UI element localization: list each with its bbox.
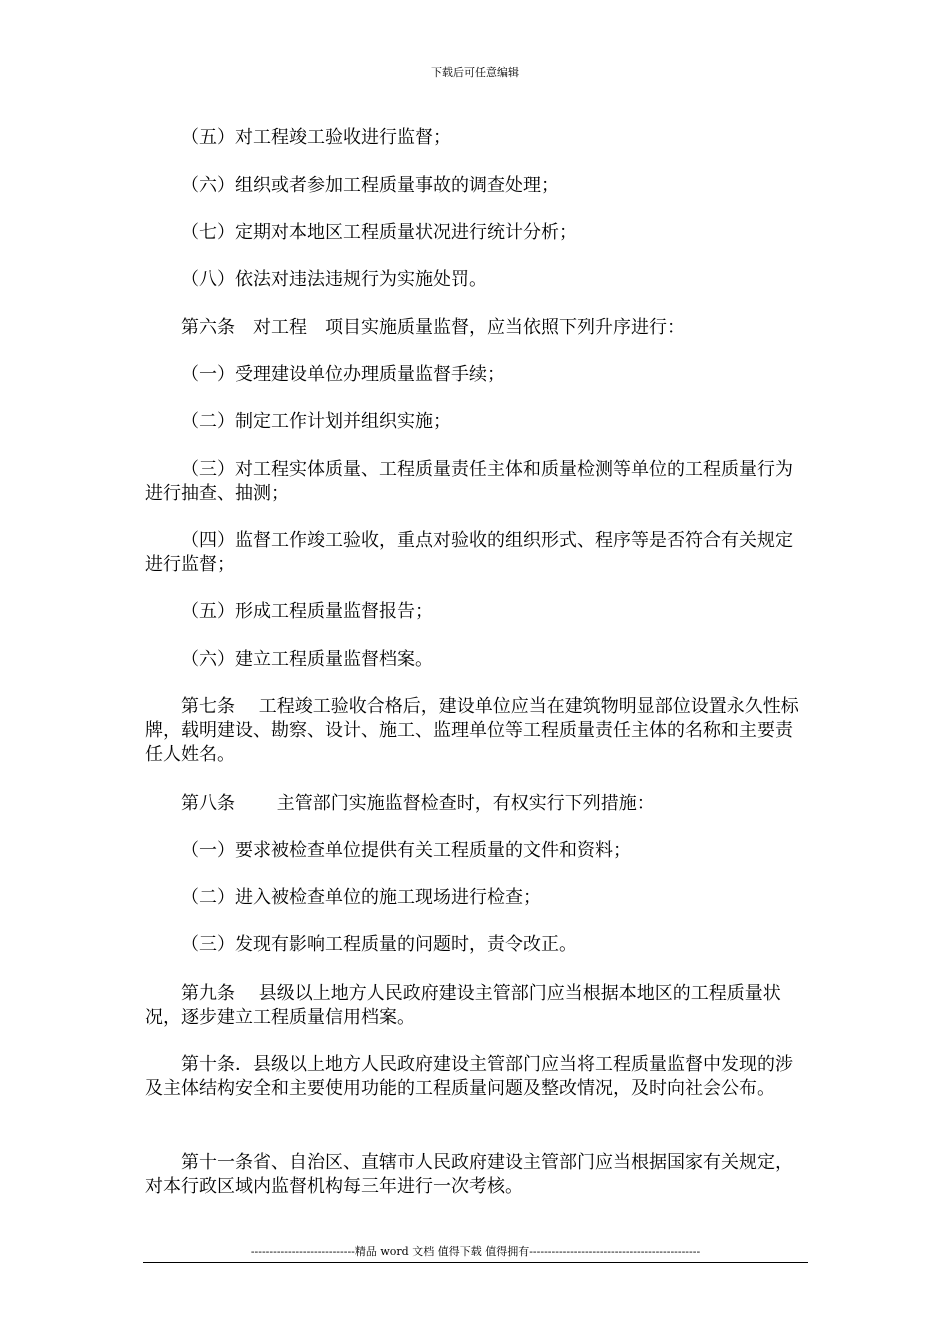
paragraph: （三）发现有影响工程质量的问题时，责令改正。 (181, 934, 577, 955)
article-8-paragraph: 第八条 主管部门实施监督检查时，有权实行下列措施： (181, 793, 655, 814)
paragraph: （五）形成工程质量监督报告； (181, 601, 433, 622)
paragraph: （一）受理建设单位办理质量监督手续； (181, 364, 505, 385)
paragraph: （六）建立工程质量监督档案。 (181, 649, 433, 670)
paragraph: （七）定期对本地区工程质量状况进行统计分析； (181, 222, 577, 243)
header-note: 下载后可任意编辑 (431, 66, 519, 79)
paragraph: （一）要求被检查单位提供有关工程质量的文件和资料； (181, 840, 631, 861)
footer-text: ----------------------------精品 word 文档 值得下载 值得拥有---------------------------------------------- (250, 1245, 701, 1258)
article-10-paragraph: 第十条．县级以上地方人民政府建设主管部门应当将工程质量监督中发现的涉及主体结构安全和主要使用功能的工程质量问题及整改情况，及时向社会公布。 (145, 1054, 793, 1099)
paragraph: （六）组织或者参加工程质量事故的调查处理； (181, 175, 559, 196)
paragraph: （五）对工程竣工验收进行监督； (181, 127, 451, 148)
article-7-paragraph: 第七条 工程竣工验收合格后，建设单位应当在建筑物明显部位设置永久性标牌，载明建设、勘察、设计、施工、监理单位等工程质量责任主体的名称和主要责任人姓名。 (145, 696, 799, 765)
article-6-paragraph: 第六条 对工程 项目实施质量监督，应当依照下列升序进行： (181, 317, 685, 338)
paragraph: （三）对工程实体质量、工程质量责任主体和质量检测等单位的工程质量行为进行抽查、抽测； (145, 459, 793, 504)
footer-divider (143, 1262, 808, 1263)
paragraph: （四）监督工作竣工验收，重点对验收的组织形式、程序等是否符合有关规定进行监督； (145, 530, 793, 575)
paragraph: （二）制定工作计划并组织实施； (181, 411, 451, 432)
article-11-paragraph: 第十一条省、自治区、直辖市人民政府建设主管部门应当根据国家有关规定，对本行政区域内监督机构每三年进行一次考核。 (145, 1152, 793, 1197)
paragraph: （二）进入被检查单位的施工现场进行检查； (181, 887, 541, 908)
article-9-paragraph: 第九条 县级以上地方人民政府建设主管部门应当根据本地区的工程质量状况，逐步建立工程质量信用档案。 (145, 983, 781, 1028)
paragraph: （八）依法对违法违规行为实施处罚。 (181, 269, 487, 290)
